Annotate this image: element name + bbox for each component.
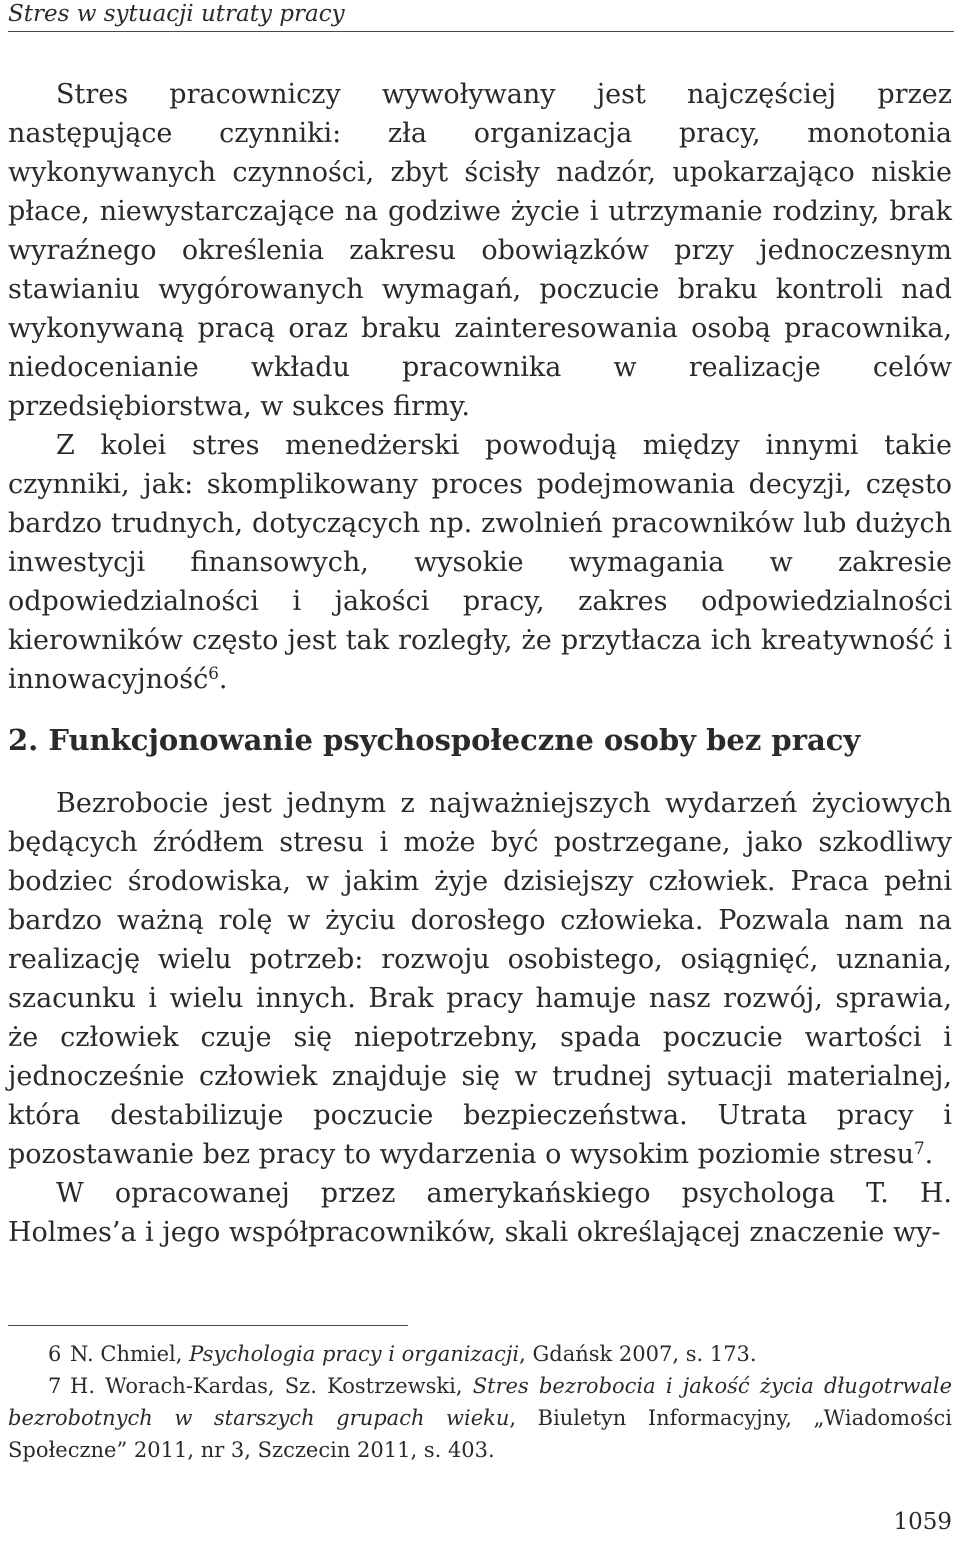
paragraph-end: . xyxy=(218,664,228,695)
footnote-7 xyxy=(8,1370,952,1466)
footnote-text: N. Chmiel, xyxy=(70,1342,190,1366)
footnotes xyxy=(8,1338,952,1466)
footnote-ref-6[interactable]: 6 xyxy=(208,662,219,683)
footnote-mark: 7 xyxy=(48,1374,62,1398)
main-text xyxy=(8,75,952,1252)
paragraph-end: . xyxy=(924,1139,934,1170)
footnote-text: H. Worach-Kardas, Sz. Kostrzewski, xyxy=(70,1374,473,1398)
paragraph-text: Z kolei stres menedżerski powodują między innymi takie czynniki, jak: skomplikowany proces podejmowania decyzji, często bardzo trudnych, dotyczących np. zwolnień pracowników lub dużych inwestycji finansowych, wysokie wymagania w zakresie odpowiedzialności i jakości pracy, zakres odpowiedzialności kierowników często jest tak rozległy, że przytłacza ich kreatywność i innowacyjność xyxy=(8,430,952,695)
footnote-text: , Gdańsk 2007, s. 173. xyxy=(519,1342,757,1366)
footnote-rule xyxy=(8,1325,408,1326)
paragraph-text: Bezrobocie jest jednym z najważniejszych wydarzeń życiowych będących źródłem stresu i może być postrzegane, jako szkodliwy bodziec środowiska, w jakim żyje dzisiejszy człowiek. Praca pełni bardzo ważną rolę w życiu dorosłego człowieka. Pozwala nam na realizację wielu potrzeb: rozwoju osobistego, osiągnięć, uznania, szacunku i wielu innych. Brak pracy hamuje nasz rozwój, sprawia, że człowiek czuje się niepotrzebny, spada poczucie wartości i jednocześnie człowiek znajduje się w trudnej sytuacji materialnej, która destabilizuje poczucie bezpieczeństwa. Utrata pracy i pozostawanie bez pracy to wydarzenia o wysokim poziomie stresu xyxy=(8,788,952,1170)
page-number: 1059 xyxy=(893,1509,952,1535)
footnote-title: Stres bezrobocia i jakość życia długotrwale bezrobotnych w starszych grupach wieku xyxy=(8,1374,952,1430)
paragraph-holmes-scale: W opracowanej przez amerykańskiego psychologa T. H. Holmes’a i jego współpracowników, skali określającej znaczenie wy- xyxy=(8,1178,952,1248)
section-heading: 2. Funkcjonowanie psychospołeczne osoby bez pracy xyxy=(8,723,861,757)
paragraph-workplace-stress: Stres pracowniczy wywoływany jest najczęściej przez następujące czynniki: zła organizacja pracy, monotonia wykonywanych czynności, zbyt ścisły nadzór, upokarzająco niskie płace, niewystarczające na godziwe życie i utrzymanie rodziny, brak wyraźnego określenia zakresu obowiązków przy jednoczesnym stawianiu wygórowanych wymagań, poczucie braku kontroli nad wykonywaną pracą oraz braku zainteresowania osobą pracownika, niedocenianie wkładu pracownika w realizacje celów przedsiębiorstwa, w sukces firmy. xyxy=(8,79,952,422)
footnote-title: Psychologia pracy i organizacji xyxy=(189,1342,520,1366)
paragraph-unemployment xyxy=(8,784,952,1174)
running-header: Stres w sytuacji utraty pracy xyxy=(8,1,345,27)
header-rule xyxy=(8,31,954,32)
paragraph-managerial-stress xyxy=(8,426,952,699)
footnote-ref-7[interactable]: 7 xyxy=(913,1137,925,1158)
footnote-mark: 6 xyxy=(48,1342,62,1366)
footnote-6 xyxy=(8,1338,952,1370)
footnote-text: , Biuletyn Informacyjny, „Wiadomości Społeczne” 2011, nr 3, Szczecin 2011, s. 403. xyxy=(8,1406,952,1462)
